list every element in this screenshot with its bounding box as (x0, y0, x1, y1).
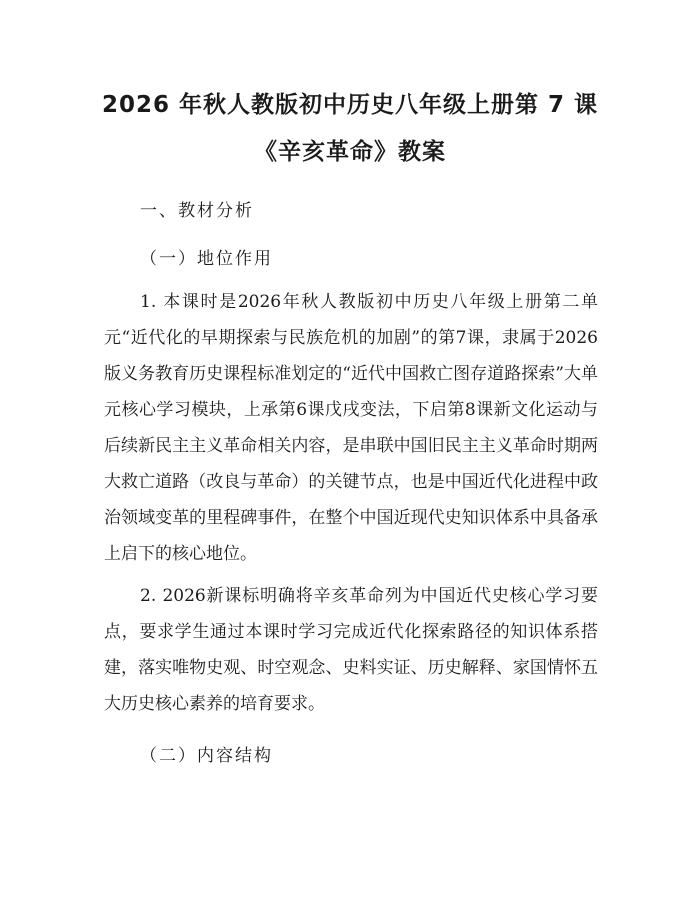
document-title-line-1: 2026 年秋人教版初中历史八年级上册第 7 课 (101, 92, 599, 118)
paragraph-1: 1. 本课时是2026年秋人教版初中历史八年级上册第二单元“近代化的早期探索与民族危机的加剧”的第7课，隶属于2026版义务教育历史课程标准划定的“近代中国救亡图存道路探索”大单元核心学习模块，上承第6课戊戌变法，下启第8课新文化运动与后续新民主主义革命相关内容，是串联中国旧民主主义革命时期两大救亡道路（改良与革命）的关键节点，也是中国近代化进程中政治领域变革的里程碑事件，在整个中国近现代史知识体系中具备承上启下的核心地位。 (104, 292, 598, 564)
document-title-line-2: 《辛亥革命》教案 (254, 139, 446, 165)
section-heading-teaching-material-analysis: 一、教材分析 (140, 201, 254, 221)
paragraph-2: 2. 2026新课标明确将辛亥革命列为中国近代史核心学习要点，要求学生通过本课时学习完成近代化探索路径的知识体系搭建，落实唯物史观、时空观念、史料实证、历史解释、家国情怀五大历史核心素养的培育要求。 (104, 586, 598, 714)
subsection-heading-content-structure: （二）内容结构 (140, 746, 273, 766)
subsection-heading-position-role: （一）地位作用 (140, 249, 273, 269)
